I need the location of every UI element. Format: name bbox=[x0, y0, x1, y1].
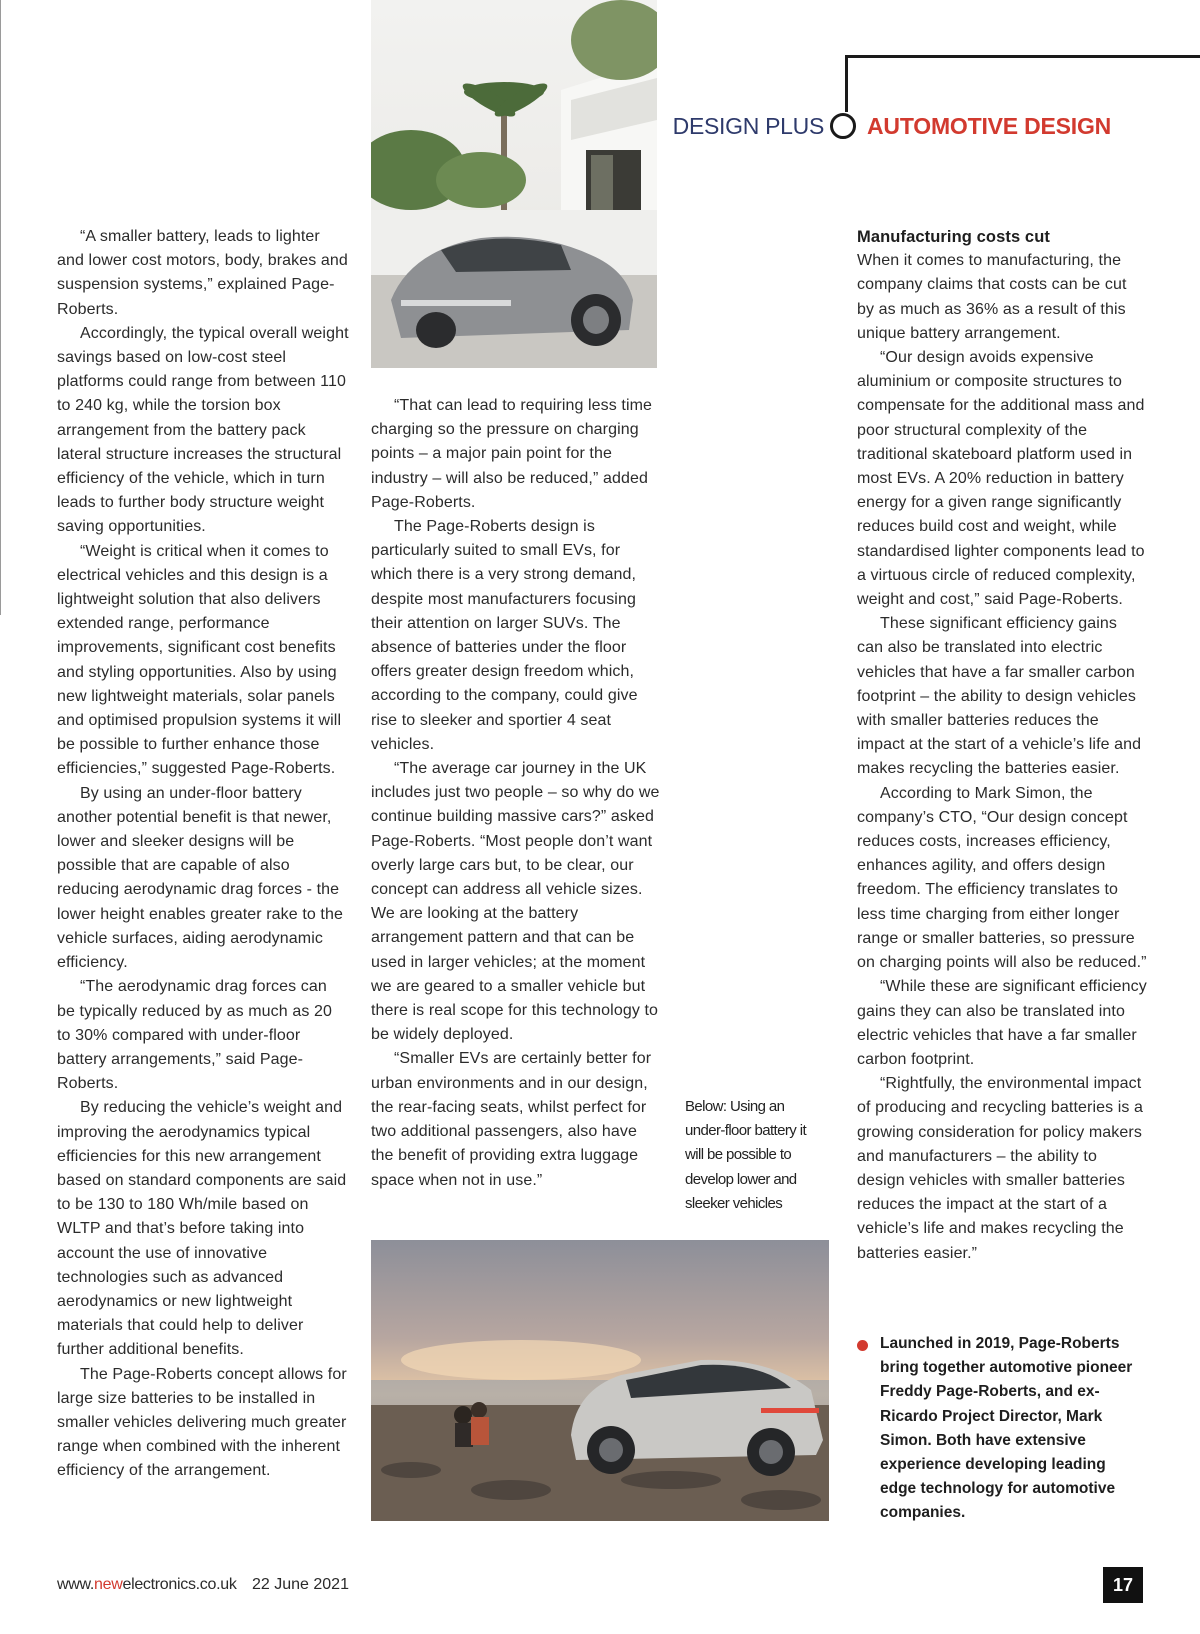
paragraph: “Weight is critical when it comes to electrical vehicles and this design is a lightweight solution that also delivers extended range, performance improvements, significant cost benefits and styling opportunities. Also by using new lightweight materials, solar panels and optimised propulsion systems it will be possible to further enhance those efficiencies,” suggested Page-Roberts. bbox=[57, 542, 342, 778]
header-rule-horizontal bbox=[845, 55, 1200, 58]
paragraph: The Page-Roberts design is particularly suited to small EVs, for which there is a very strong demand, despite most manufacturers focusing their attention on larger SUVs. The absence of batteries under the floor offers greater design freedom which, according to the company, could give rise to sleeker and sportier 4 seat vehicles. bbox=[371, 518, 638, 753]
paragraph: When it comes to manufacturing, the company claims that costs can be cut by as much as 36% as a result of this unique battery arrangement. bbox=[857, 252, 1127, 342]
paragraph: These significant efficiency gains can also be translated into electric vehicles that have a far smaller carbon footprint – the ability to design vehicles with smaller batteries reduces the impact at the start of a vehicle’s life and makes recycling the batteries easier. bbox=[857, 615, 1142, 778]
paragraph: “The average car journey in the UK includes just two people – so why do we continue building massive cars?” asked Page-Roberts. “Most people don’t want overly large cars but, to be clear, our concept can address all vehicle sizes. We are looking at the battery arrangement pattern and that can be used in larger vehicles; at the moment we are geared to a smaller vehicle but there is real scope for this technology to be widely deployed. bbox=[371, 760, 660, 1044]
header-rule-vertical bbox=[845, 55, 848, 112]
bullet-dot-icon bbox=[857, 1340, 868, 1351]
article-column-right bbox=[857, 225, 1147, 1266]
section-label: DESIGN PLUS bbox=[672, 113, 824, 139]
paragraph: The Page-Roberts concept allows for large size batteries to be installed in smaller vehicles delivering much greater range when combined with the inherent efficiency of the arrangement. bbox=[57, 1365, 347, 1480]
paragraph: Accordingly, the typical overall weight savings based on low-cost steel platforms could range from between 110 to 240 kg, while the torsion box arrangement from the battery pack lateral structure increases the structural efficiency of the vehicle, which in turn leads to further body structure weight saving opportunities. bbox=[57, 324, 349, 536]
company-info-bullet: Launched in 2019, Page-Roberts bring together automotive pioneer Freddy Page-Roberts, and ex-Ricardo Project Director, Mark Simon. Both have extensive experience developing leading edge technology for automotive companies. bbox=[880, 1335, 1133, 1522]
footer-url-prefix: www. bbox=[57, 1576, 95, 1593]
footer-website-link[interactable] bbox=[57, 1576, 237, 1594]
paragraph: “Smaller EVs are certainly better for urban environments and in our design, the rear-facing seats, whilst perfect for two additional passengers, also have the benefit of providing extra luggage space when not in use.” bbox=[371, 1050, 652, 1189]
suv-beach-illustration bbox=[371, 1240, 829, 1521]
concept-car-house-photo bbox=[371, 0, 657, 368]
suv-beach-sunset-photo bbox=[371, 1240, 829, 1521]
paragraph: “The aerodynamic drag forces can be typically reduced by as much as 20 to 30% compared with under-floor battery arrangements,” said Page-Roberts. bbox=[57, 978, 332, 1093]
page-number: 17 bbox=[1103, 1567, 1143, 1603]
section-subheading: Manufacturing costs cut bbox=[857, 228, 1050, 246]
paragraph: “Rightfully, the environmental impact of producing and recycling batteries is a growing consideration for policy makers and manufacturers – the ability to design vehicles with smaller batteries reduces the impact at the start of a vehicle’s life and makes recycling the batteries easier.” bbox=[857, 1075, 1144, 1262]
paragraph: According to Mark Simon, the company’s CTO, “Our design concept reduces costs, increases efficiency, enhances agility, and offers design freedom. The efficiency translates to less time charging from either longer range or smaller batteries, so pressure on charging points will also be reduced.” bbox=[857, 784, 1147, 972]
paragraph: “A smaller battery, leads to lighter and lower cost motors, body, brakes and suspension systems,” explained Page-Roberts. bbox=[57, 228, 348, 318]
footer-url-suffix: electronics.co.uk bbox=[122, 1576, 237, 1593]
paragraph: “While these are significant efficiency gains they can also be translated into electric vehicles that have a far smaller carbon footprint. bbox=[857, 978, 1147, 1068]
concept-car-house-illustration bbox=[371, 0, 657, 368]
paragraph: “Our design avoids expensive aluminium or composite structures to compensate for the additional mass and poor structural complexity of the traditional skateboard platform used in most EVs. A 20% reduction in battery energy for a given range significantly reduces build cost and weight, while standardised lighter components lead to a virtuous circle of reduced complexity, weight and cost,” said Page-Roberts. bbox=[857, 349, 1145, 609]
footer-url-accent: new bbox=[94, 1576, 123, 1593]
footer-date: 22 June 2021 bbox=[252, 1576, 349, 1593]
photo-caption: Below: Using an under-floor battery it will be possible to develop lower and sleeker vehicles bbox=[685, 1098, 807, 1212]
margin-rule bbox=[0, 0, 1, 615]
paragraph: By reducing the vehicle’s weight and improving the aerodynamics typical efficiencies for this new arrangement based on standard components are said to be 130 to 180 Wh/mile based on WLTP and that’s before taking into account the use of innovative technologies such as advanced aerodynamics or new lightweight materials that could help to deliver further additional benefits. bbox=[57, 1099, 347, 1359]
header-circle-icon bbox=[830, 113, 856, 139]
paragraph: By using an under-floor battery another potential benefit is that newer, lower and sleeker designs will be possible that are capable of also reducing aerodynamic drag forces - the lower height enables greater rake to the vehicle surfaces, aiding aerodynamic efficiency. bbox=[57, 784, 343, 972]
article-column-middle bbox=[371, 394, 663, 1193]
article-column-left bbox=[57, 225, 349, 1484]
category-label: AUTOMOTIVE DESIGN bbox=[867, 113, 1112, 139]
paragraph: “That can lead to requiring less time charging so the pressure on charging points – a major pain point for the industry – will also be reduced,” added Page-Roberts. bbox=[371, 397, 653, 511]
